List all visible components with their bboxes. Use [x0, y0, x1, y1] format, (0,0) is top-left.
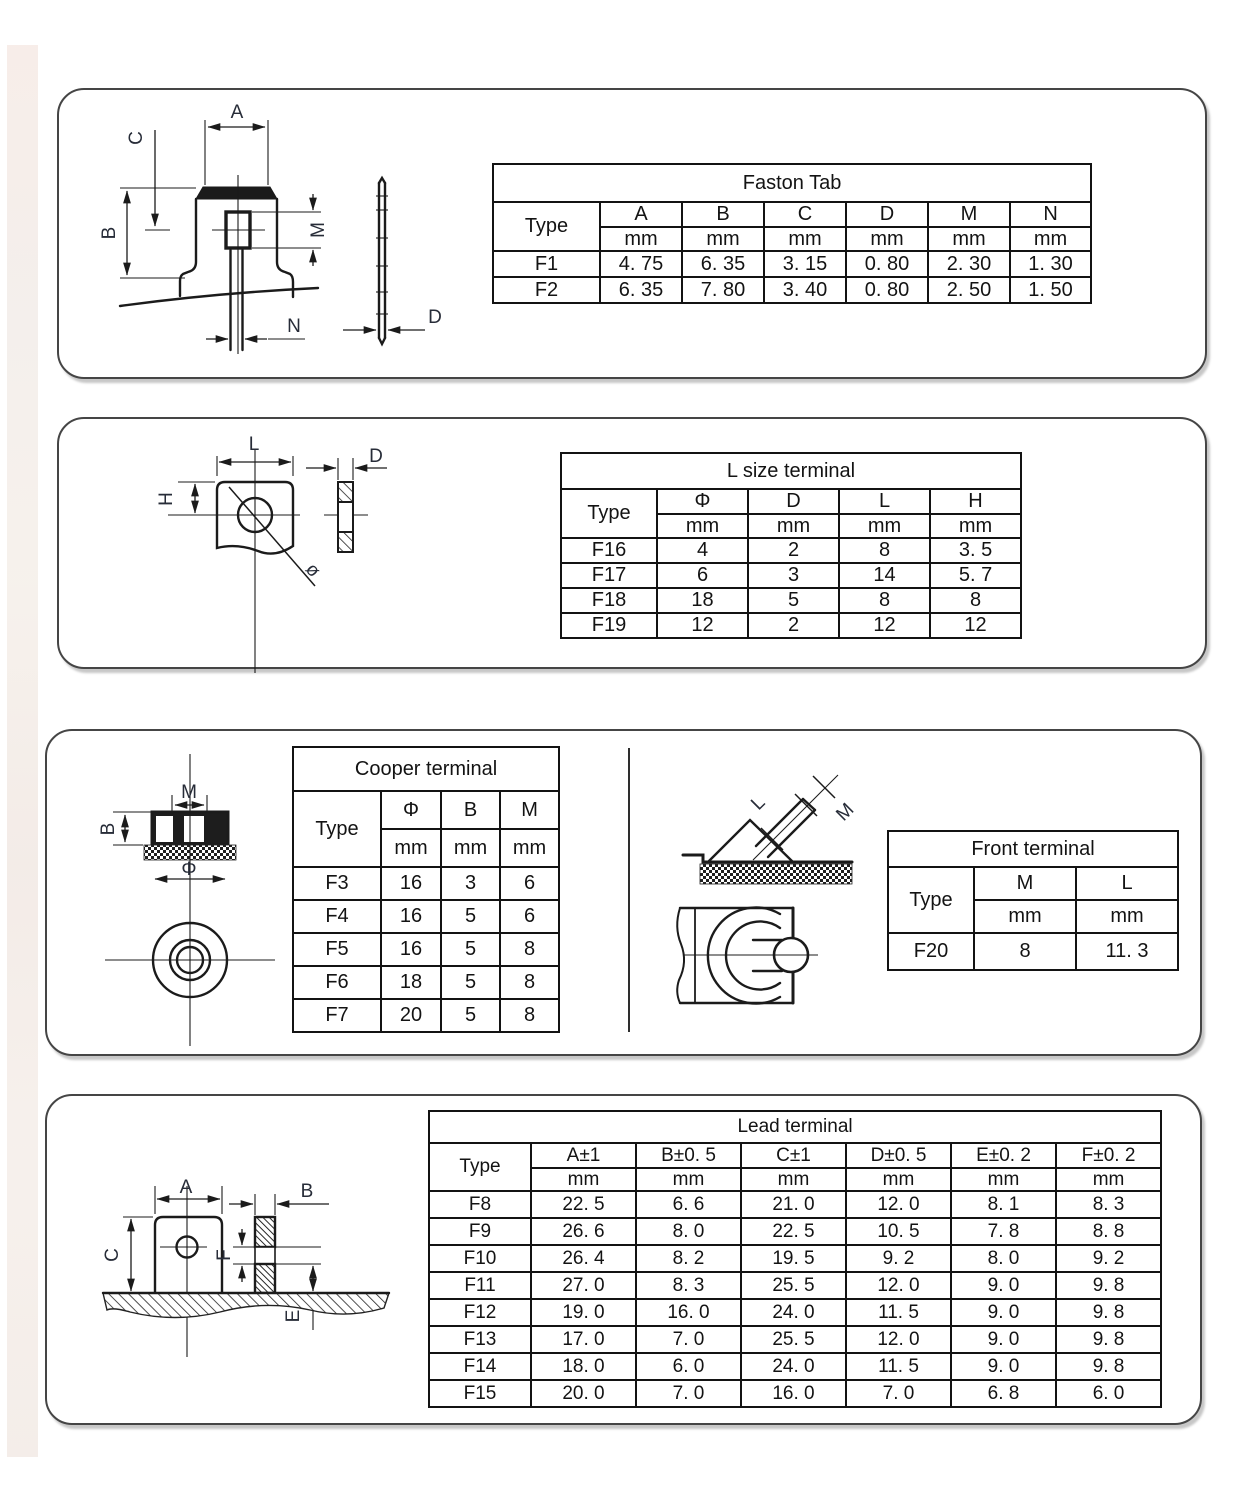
table-title: Lead terminal — [429, 1111, 1161, 1143]
unit-cell: mm — [600, 227, 682, 251]
value-cell: 12 — [930, 613, 1021, 638]
value-cell: 3 — [748, 563, 839, 588]
unit-cell: mm — [764, 227, 846, 251]
row-type: F16 — [561, 538, 657, 563]
value-cell: 19. 0 — [531, 1299, 636, 1326]
row-type: F18 — [561, 588, 657, 613]
value-cell: 5 — [748, 588, 839, 613]
table-title: Cooper terminal — [293, 747, 559, 791]
l-size-side-view — [338, 482, 353, 552]
table-row — [429, 1272, 1161, 1299]
value-cell: 12 — [657, 613, 748, 638]
dim-label-m: M — [181, 782, 197, 803]
value-cell: 8 — [839, 538, 930, 563]
value-cell: 10. 5 — [846, 1218, 951, 1245]
column-header: B — [441, 791, 500, 829]
unit-cell: mm — [741, 1168, 846, 1191]
faston-tab-drawing — [75, 92, 475, 362]
row-type: F7 — [293, 999, 381, 1032]
table-row — [429, 1218, 1161, 1245]
value-cell: 6. 35 — [682, 251, 764, 277]
cooper-terminal-table — [292, 746, 558, 1033]
column-header: A — [600, 202, 682, 227]
table-row — [493, 251, 1091, 277]
value-cell: 7. 80 — [682, 277, 764, 303]
table-row — [493, 277, 1091, 303]
value-cell: 9. 8 — [1056, 1326, 1161, 1353]
value-cell: 4. 75 — [600, 251, 682, 277]
value-cell: 7. 0 — [846, 1380, 951, 1407]
value-cell: 2. 50 — [928, 277, 1010, 303]
dim-label-l: L — [747, 792, 770, 815]
value-cell: 24. 0 — [741, 1299, 846, 1326]
dim-label-l: L — [248, 434, 260, 455]
value-cell: 8 — [930, 588, 1021, 613]
front-terminal-table — [887, 830, 1177, 971]
spec-table — [492, 163, 1092, 304]
value-cell: 14 — [839, 563, 930, 588]
dim-label-b: B — [300, 1181, 314, 1202]
value-cell: 2 — [748, 538, 839, 563]
value-cell: 16. 0 — [741, 1380, 846, 1407]
value-cell: 9. 8 — [1056, 1353, 1161, 1380]
row-type: F17 — [561, 563, 657, 588]
table-row — [888, 933, 1178, 970]
value-cell: 6. 8 — [951, 1380, 1056, 1407]
value-cell: 9. 0 — [951, 1299, 1056, 1326]
lead-front-view — [123, 1186, 222, 1357]
value-cell: 4 — [657, 538, 748, 563]
unit-cell: mm — [846, 227, 928, 251]
value-cell: 5 — [441, 900, 500, 933]
type-header: Type — [888, 867, 974, 933]
unit-cell: mm — [748, 514, 839, 538]
unit-cell: mm — [381, 829, 441, 867]
value-cell: 6. 0 — [636, 1353, 741, 1380]
table-row — [561, 588, 1021, 613]
column-header: Φ — [381, 791, 441, 829]
table-title: Front terminal — [888, 831, 1178, 867]
dim-label-f: F — [214, 1249, 235, 1261]
value-cell: 1. 50 — [1010, 277, 1091, 303]
value-cell: 25. 5 — [741, 1272, 846, 1299]
dim-label-phi: Φ — [181, 859, 197, 880]
unit-cell: mm — [1076, 900, 1178, 933]
dim-label-c: C — [126, 131, 147, 145]
unit-cell: mm — [974, 900, 1076, 933]
value-cell: 18 — [381, 966, 441, 999]
table-row — [561, 563, 1021, 588]
value-cell: 26. 4 — [531, 1245, 636, 1272]
cooper-top-view — [105, 906, 275, 1046]
value-cell: 11. 3 — [1076, 933, 1178, 970]
row-type: F5 — [293, 933, 381, 966]
value-cell: 9. 8 — [1056, 1299, 1161, 1326]
value-cell: 18 — [657, 588, 748, 613]
value-cell: 20. 0 — [531, 1380, 636, 1407]
value-cell: 22. 5 — [531, 1191, 636, 1218]
value-cell: 6. 0 — [1056, 1380, 1161, 1407]
value-cell: 3. 15 — [764, 251, 846, 277]
unit-cell: mm — [930, 514, 1021, 538]
row-type: F2 — [493, 277, 600, 303]
table-row — [429, 1380, 1161, 1407]
value-cell: 9. 2 — [846, 1245, 951, 1272]
scan-edge-artifact — [7, 45, 38, 1457]
column-header: B±0. 5 — [636, 1143, 741, 1168]
lead-ground-hatch — [103, 1293, 389, 1318]
dim-label-c: C — [102, 1248, 123, 1262]
table-row — [429, 1299, 1161, 1326]
value-cell: 7. 0 — [636, 1380, 741, 1407]
value-cell: 0. 80 — [846, 251, 928, 277]
column-header: D±0. 5 — [846, 1143, 951, 1168]
dim-label-d: D — [369, 446, 383, 467]
value-cell: 8. 2 — [636, 1245, 741, 1272]
unit-cell: mm — [839, 514, 930, 538]
column-header: M — [928, 202, 1010, 227]
table-title: Faston Tab — [493, 164, 1091, 202]
value-cell: 7. 0 — [636, 1326, 741, 1353]
table-row — [293, 966, 559, 999]
dim-label-a: A — [179, 1177, 193, 1198]
value-cell: 8 — [500, 999, 559, 1032]
column-header: M — [500, 791, 559, 829]
value-cell: 8. 8 — [1056, 1218, 1161, 1245]
column-header: D — [846, 202, 928, 227]
cooper-terminal-drawing — [85, 748, 315, 1053]
dim-label-n: N — [287, 316, 301, 337]
type-header: Type — [493, 202, 600, 251]
value-cell: 19. 5 — [741, 1245, 846, 1272]
table-row — [429, 1191, 1161, 1218]
type-header: Type — [561, 489, 657, 538]
value-cell: 6. 6 — [636, 1191, 741, 1218]
type-header: Type — [293, 791, 381, 867]
value-cell: 6 — [500, 900, 559, 933]
row-type: F6 — [293, 966, 381, 999]
value-cell: 8 — [500, 966, 559, 999]
unit-cell: mm — [1056, 1168, 1161, 1191]
value-cell: 16 — [381, 867, 441, 900]
table-row — [293, 999, 559, 1032]
spec-table — [292, 746, 560, 1033]
column-header: Φ — [657, 489, 748, 514]
table-row — [293, 900, 559, 933]
value-cell: 17. 0 — [531, 1326, 636, 1353]
value-cell: 12. 0 — [846, 1272, 951, 1299]
unit-cell: mm — [682, 227, 764, 251]
value-cell: 11. 5 — [846, 1353, 951, 1380]
unit-cell: mm — [951, 1168, 1056, 1191]
l-size-terminal-drawing — [110, 428, 400, 678]
row-type: F19 — [561, 613, 657, 638]
row-type: F15 — [429, 1380, 531, 1407]
row-type: F14 — [429, 1353, 531, 1380]
table-title: L size terminal — [561, 453, 1021, 489]
column-header: C — [764, 202, 846, 227]
spec-table — [428, 1110, 1162, 1408]
value-cell: 6. 35 — [600, 277, 682, 303]
dim-label-m: M — [308, 222, 329, 238]
dim-label-a: A — [230, 102, 244, 123]
row-type: F3 — [293, 867, 381, 900]
dim-label-m: M — [832, 799, 859, 826]
row-type: F13 — [429, 1326, 531, 1353]
type-header: Type — [429, 1143, 531, 1191]
unit-cell: mm — [531, 1168, 636, 1191]
value-cell: 2. 30 — [928, 251, 1010, 277]
dim-label-h: H — [156, 492, 177, 506]
value-cell: 8. 0 — [636, 1218, 741, 1245]
table-row — [293, 867, 559, 900]
value-cell: 25. 5 — [741, 1326, 846, 1353]
front-side-view — [683, 775, 852, 884]
row-type: F1 — [493, 251, 600, 277]
unit-cell: mm — [1010, 227, 1091, 251]
dim-label-d: D — [428, 307, 442, 328]
front-front-view — [677, 908, 818, 1004]
unit-cell: mm — [928, 227, 1010, 251]
value-cell: 8. 3 — [636, 1272, 741, 1299]
value-cell: 16 — [381, 900, 441, 933]
value-cell: 24. 0 — [741, 1353, 846, 1380]
panel3-vertical-divider — [628, 748, 630, 1032]
value-cell: 2 — [748, 613, 839, 638]
row-type: F4 — [293, 900, 381, 933]
value-cell: 20 — [381, 999, 441, 1032]
table-row — [561, 613, 1021, 638]
column-header: D — [748, 489, 839, 514]
row-type: F20 — [888, 933, 974, 970]
value-cell: 16. 0 — [636, 1299, 741, 1326]
value-cell: 16 — [381, 933, 441, 966]
dim-label-b: B — [98, 822, 119, 836]
value-cell: 9. 0 — [951, 1272, 1056, 1299]
value-cell: 12 — [839, 613, 930, 638]
spec-table — [560, 452, 1022, 639]
value-cell: 18. 0 — [531, 1353, 636, 1380]
value-cell: 21. 0 — [741, 1191, 846, 1218]
table-row — [429, 1353, 1161, 1380]
value-cell: 6 — [500, 867, 559, 900]
spec-table — [887, 830, 1179, 971]
value-cell: 8. 3 — [1056, 1191, 1161, 1218]
value-cell: 9. 2 — [1056, 1245, 1161, 1272]
unit-cell: mm — [636, 1168, 741, 1191]
column-header: L — [1076, 867, 1178, 900]
value-cell: 8 — [974, 933, 1076, 970]
column-header: H — [930, 489, 1021, 514]
lead-terminal-table — [428, 1110, 1160, 1408]
l-size-terminal-table — [560, 452, 1020, 639]
value-cell: 3. 40 — [764, 277, 846, 303]
value-cell: 5 — [441, 966, 500, 999]
value-cell: 3. 5 — [930, 538, 1021, 563]
cooper-side-view — [113, 754, 236, 906]
lead-terminal-drawing — [85, 1142, 405, 1367]
value-cell: 0. 80 — [846, 277, 928, 303]
column-header: B — [682, 202, 764, 227]
dim-label-phi: ø — [300, 558, 325, 582]
value-cell: 12. 0 — [846, 1326, 951, 1353]
value-cell: 1. 30 — [1010, 251, 1091, 277]
row-type: F8 — [429, 1191, 531, 1218]
column-header: A±1 — [531, 1143, 636, 1168]
table-row — [429, 1326, 1161, 1353]
table-row — [429, 1245, 1161, 1272]
table-row — [293, 933, 559, 966]
dim-label-e: E — [283, 1309, 304, 1323]
column-header: M — [974, 867, 1076, 900]
column-header: C±1 — [741, 1143, 846, 1168]
unit-cell: mm — [846, 1168, 951, 1191]
row-type: F11 — [429, 1272, 531, 1299]
faston-side-view — [343, 178, 425, 344]
value-cell: 8. 1 — [951, 1191, 1056, 1218]
value-cell: 9. 8 — [1056, 1272, 1161, 1299]
value-cell: 5 — [441, 933, 500, 966]
column-header: E±0. 2 — [951, 1143, 1056, 1168]
column-header: L — [839, 489, 930, 514]
value-cell: 11. 5 — [846, 1299, 951, 1326]
dim-label-b: B — [99, 226, 120, 240]
value-cell: 26. 6 — [531, 1218, 636, 1245]
front-terminal-drawing — [655, 762, 905, 1047]
value-cell: 12. 0 — [846, 1191, 951, 1218]
value-cell: 5. 7 — [930, 563, 1021, 588]
value-cell: 9. 0 — [951, 1353, 1056, 1380]
value-cell: 8 — [500, 933, 559, 966]
value-cell: 3 — [441, 867, 500, 900]
row-type: F9 — [429, 1218, 531, 1245]
faston-tab-table — [492, 163, 1090, 304]
value-cell: 5 — [441, 999, 500, 1032]
row-type: F10 — [429, 1245, 531, 1272]
value-cell: 8. 0 — [951, 1245, 1056, 1272]
table-row — [561, 538, 1021, 563]
row-type: F12 — [429, 1299, 531, 1326]
unit-cell: mm — [500, 829, 559, 867]
value-cell: 9. 0 — [951, 1326, 1056, 1353]
unit-cell: mm — [441, 829, 500, 867]
unit-cell: mm — [657, 514, 748, 538]
column-header: N — [1010, 202, 1091, 227]
value-cell: 7. 8 — [951, 1218, 1056, 1245]
value-cell: 27. 0 — [531, 1272, 636, 1299]
value-cell: 6 — [657, 563, 748, 588]
value-cell: 22. 5 — [741, 1218, 846, 1245]
value-cell: 8 — [839, 588, 930, 613]
column-header: F±0. 2 — [1056, 1143, 1161, 1168]
